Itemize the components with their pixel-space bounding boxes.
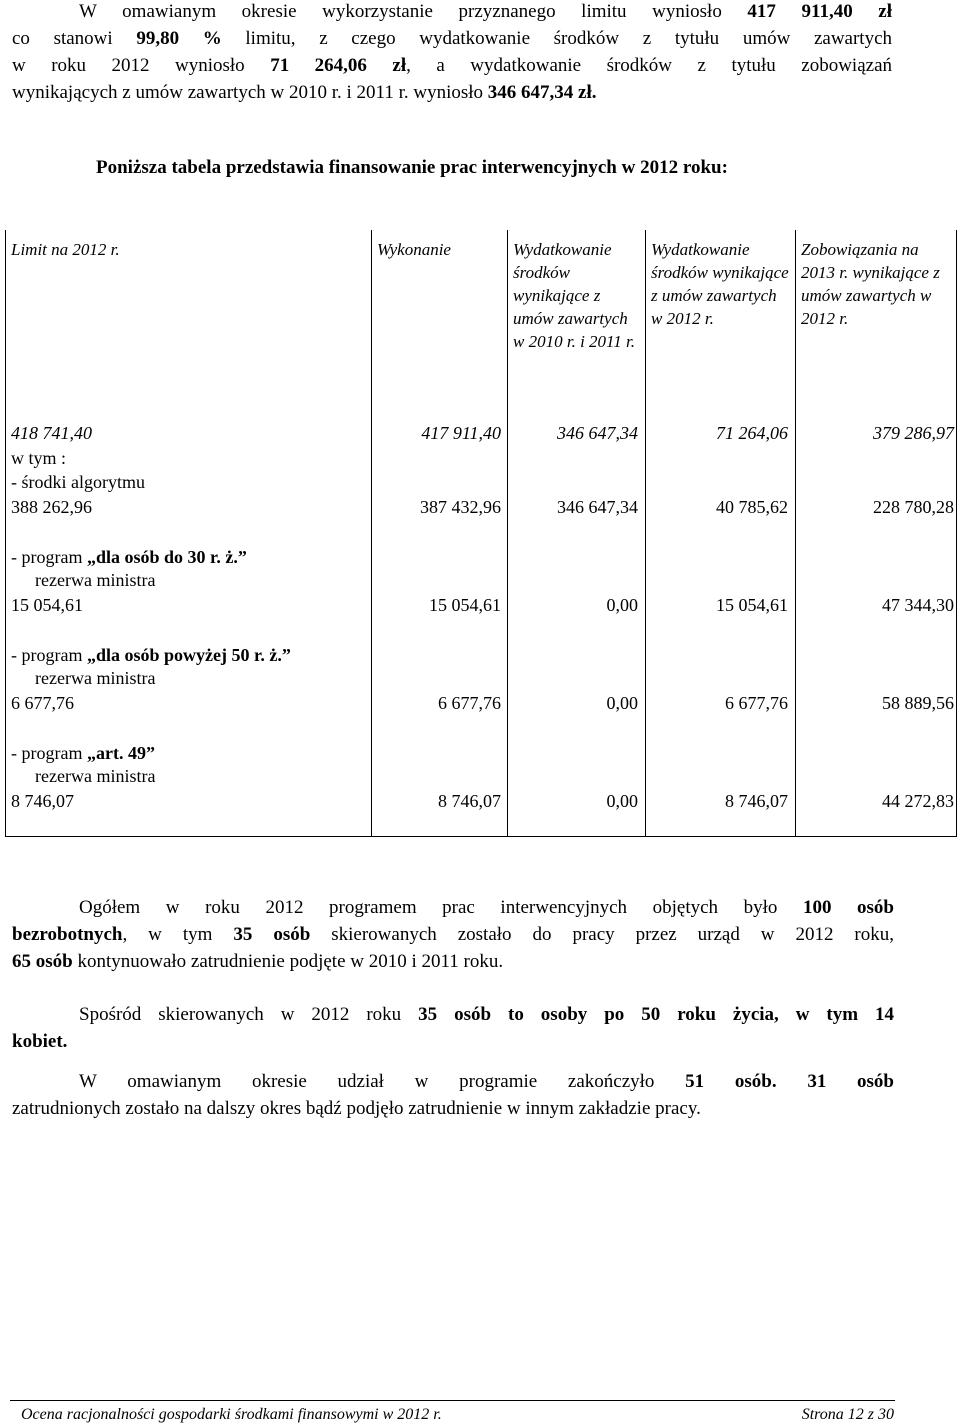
- algorytm-zobowiazania: 228 780,28: [873, 497, 954, 517]
- table-border: [5, 836, 957, 837]
- prog30-sub: rezerwa ministra: [35, 570, 156, 590]
- header-wyd-2012: Wydatkowanie środków wynikające z umów zawartych w 2012 r.: [651, 240, 789, 328]
- table-border: [507, 230, 508, 837]
- header-limit: Limit na 2012 r.: [11, 240, 120, 259]
- prog50-sub: rezerwa ministra: [35, 668, 156, 688]
- summary-paragraph-1: Ogółem w roku 2012 programem prac interwencyjnych objętych było 100 osób bezrobotnych, w tym 35 osób skierowanych zostało do pracy przez urząd w 2012 roku, 65 osób kontynuowało zatrudnienie podjęte w 2010 i 2011 roku.: [12, 897, 895, 972]
- total-wyd-2010-2011: 346 647,34: [557, 423, 638, 443]
- intro-text: limitu, z czego wydatkowanie środków z tytułu umów zawartych: [245, 28, 893, 49]
- intro-amount: 346 647,34 zł.: [487, 82, 597, 103]
- footer-page-number: Strona 12 z 30: [801, 1406, 894, 1423]
- intro-amount: 417 911,40 zł: [747, 1, 893, 22]
- intro-percent: 99,80 %: [136, 28, 222, 49]
- table-border: [956, 230, 957, 837]
- table-border: [5, 230, 6, 837]
- table-caption: Poniższa tabela przedstawia finansowanie prac interwencyjnych w 2012 roku:: [96, 157, 728, 178]
- intro-amount: 71 264,06 zł: [270, 55, 407, 76]
- total-wykonanie: 417 911,40: [421, 423, 501, 443]
- prog50-wyd-2012: 6 677,76: [725, 693, 788, 713]
- prog50-zobowiazania: 58 889,56: [882, 693, 954, 713]
- footer-divider: [10, 1400, 895, 1401]
- intro-text: , a wydatkowanie środków z tytułu zobowiązań: [406, 55, 892, 76]
- prog30-wyd-2010-2011: 0,00: [606, 595, 638, 615]
- table-border: [795, 230, 796, 837]
- art49-sub: rezerwa ministra: [35, 766, 156, 786]
- intro-text: w roku 2012 wyniosło: [12, 55, 245, 76]
- prog30-limit: 15 054,61: [11, 595, 83, 615]
- prog50-limit: 6 677,76: [11, 693, 74, 713]
- algorytm-wykonanie: 387 432,96: [420, 497, 501, 517]
- summary-paragraph-3: W omawianym okresie udział w programie zakończyło 51 osób. 31 osób zatrudnionych zostało na dalszy okres bądź podjęło zatrudnienie w innym zakładzie pracy.: [12, 1071, 894, 1119]
- financing-table: [5, 230, 957, 837]
- prog50-wyd-2010-2011: 0,00: [606, 693, 638, 713]
- intro-text: W omawianym okresie wykorzystanie przyznanego limitu wyniosło: [79, 1, 722, 22]
- table-border: [371, 230, 372, 837]
- art49-wyd-2010-2011: 0,00: [606, 791, 638, 811]
- footer-title: Ocena racjonalności gospodarki środkami finansowymi w 2012 r.: [21, 1406, 442, 1423]
- total-zobowiazania: 379 286,97: [873, 423, 954, 443]
- algorytm-wyd-2012: 40 785,62: [716, 497, 788, 517]
- summary-paragraph-2: Spośród skierowanych w 2012 roku 35 osób to osoby po 50 roku życia, w tym 14 kobiet.: [12, 1004, 895, 1052]
- art49-wykonanie: 8 746,07: [438, 791, 501, 811]
- prog30-zobowiazania: 47 344,30: [882, 595, 954, 615]
- art49-zobowiazania: 44 272,83: [882, 791, 954, 811]
- table-border: [645, 230, 646, 837]
- header-wyd-2010-2011: Wydatkowanie środków wynikające z umów zawartych w 2010 r. i 2011 r.: [513, 240, 636, 351]
- prog30-wyd-2012: 15 054,61: [716, 595, 788, 615]
- total-limit: 418 741,40: [11, 423, 92, 443]
- total-wyd-2012: 71 264,06: [716, 423, 788, 443]
- intro-text: wynikających z umów zawartych w 2010 r. i 2011 r. wyniosło: [12, 82, 484, 103]
- intro-text: co stanowi: [12, 28, 113, 49]
- algorytm-limit: 388 262,96: [11, 497, 92, 517]
- prog30-label: - program „dla osób do 30 r. ż.”: [11, 547, 247, 567]
- algorytm-wyd-2010-2011: 346 647,34: [557, 497, 638, 517]
- art49-limit: 8 746,07: [11, 791, 74, 811]
- header-zobowiazania: Zobowiązania na 2013 r. wynikające z umów zawartych w 2012 r.: [801, 240, 940, 328]
- algorytm-label: - środki algorytmu: [11, 472, 145, 492]
- header-wykonanie: Wykonanie: [377, 240, 451, 259]
- art49-wyd-2012: 8 746,07: [725, 791, 788, 811]
- art49-label: - program „art. 49”: [11, 743, 155, 763]
- prog50-label: - program „dla osób powyżej 50 r. ż.”: [11, 645, 291, 665]
- prog30-wykonanie: 15 054,61: [429, 595, 501, 615]
- w-tym-label: w tym :: [11, 448, 67, 468]
- intro-paragraph: [12, 0, 892, 106]
- prog50-wykonanie: 6 677,76: [438, 693, 501, 713]
